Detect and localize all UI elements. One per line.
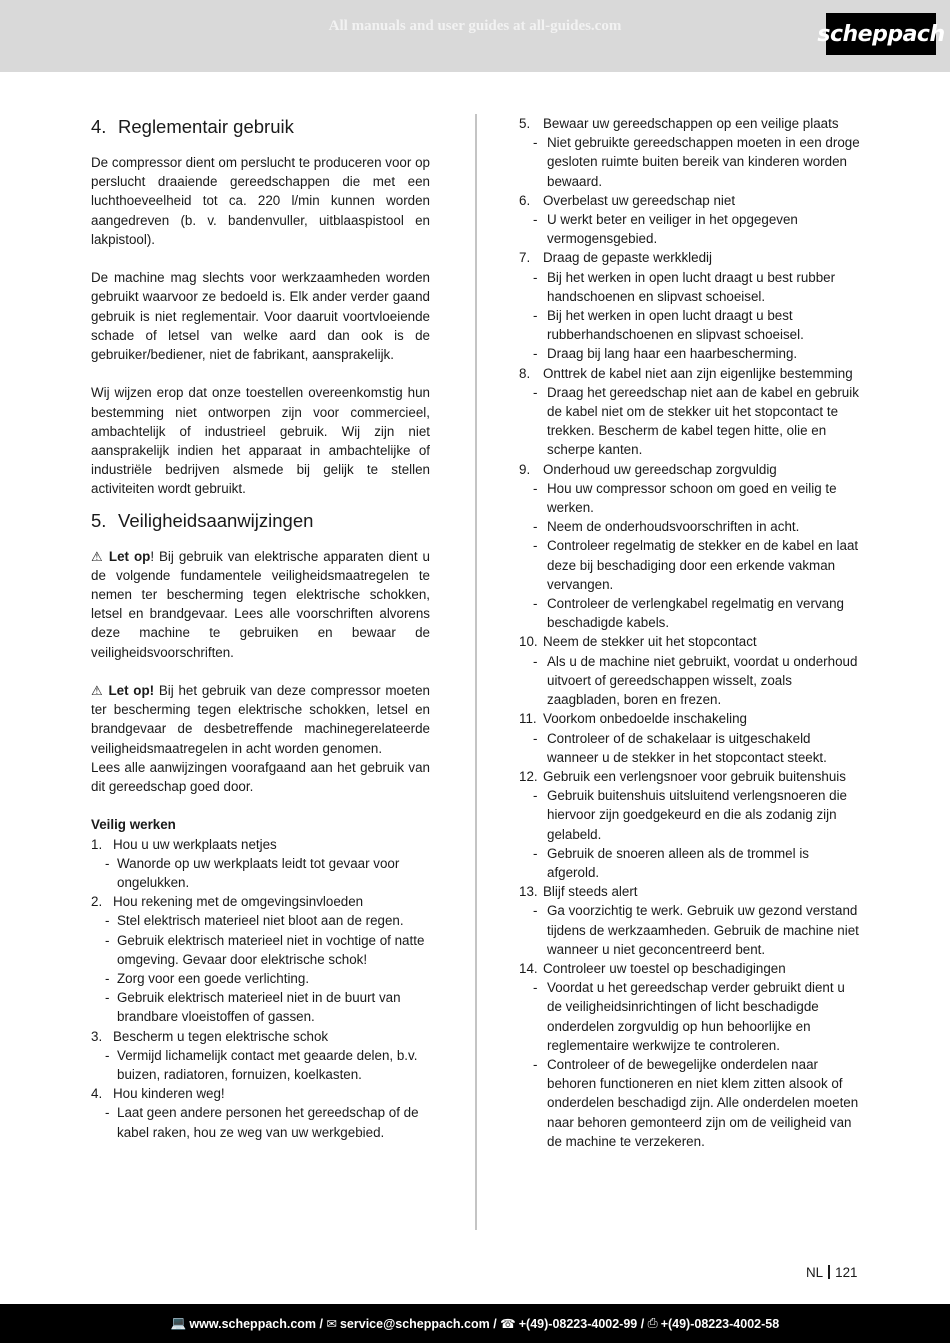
list-bullet: - Controleer of de schakelaar is uitgeschakeld wanneer u de stekker in het stopcontact steekt. bbox=[533, 730, 827, 765]
list-item: 6. Overbelast uw gereedschap niet bbox=[519, 192, 736, 208]
warning-paragraph: ⚠ Let op! Bij het gebruik van deze compressor moeten ter bescherming tegen elektrische schokken, letsel en brandgevaar de desbetreffende machinegerelateerde veiligheidsmaatregelen in acht worden genomen. bbox=[91, 683, 430, 756]
warning-paragraph: ⚠ Let op! Bij gebruik van elektrische apparaten dient u de volgende fundamentele veiligheidsmaatregelen te nemen ter bescherming tegen elektrische schokken, letsel en brandgevaar. Lees alle voorschriften alvorens deze machine te gebruiken en bewaar de veiligheidsvoorschriften. bbox=[91, 548, 431, 660]
safety-list-left bbox=[91, 835, 430, 1142]
list-bullet: - Laat geen andere personen het gereedschap of de kabel raken, hou ze weg van uw werkgebied. bbox=[105, 1105, 419, 1140]
list-bullet: - Bij het werken in open lucht draagt u best rubber handschoenen en slipvast schoeisel. bbox=[533, 269, 836, 304]
fax-icon: ⎙ bbox=[647, 1316, 658, 1330]
list-item: 4. Hou kinderen weg! bbox=[91, 1086, 225, 1102]
paragraph: Wij wijzen erop dat onze toestellen overeenkomstig hun bestemming niet ontworpen zijn voor commercieel, ambachtelijk of industrieel gebruik. Wij zijn niet aansprakelijk indien het apparaat in ambachtelijke of industriële bedrijven alsmede bij gelijk te stellen activiteiten wordt gebruikt. bbox=[91, 385, 430, 497]
computer-icon: 💻 bbox=[170, 1316, 187, 1330]
list-bullet: - Gebruik de snoeren alleen als de trommel is afgerold. bbox=[533, 845, 809, 880]
section-5-heading: 5. Veiligheidsaanwijzingen bbox=[91, 509, 314, 531]
safety-list-right bbox=[519, 114, 861, 1151]
footer-fax: +(49)-08223-4002-58 bbox=[660, 1316, 780, 1331]
list-item: 8. Onttrek de kabel niet aan zijn eigenlijke bestemming bbox=[519, 365, 853, 381]
scheppach-logo: scheppach bbox=[826, 13, 936, 55]
list-item: 2. Hou rekening met de omgevingsinvloeden bbox=[91, 894, 364, 910]
right-column bbox=[519, 114, 861, 1151]
list-bullet: - U werkt beter en veiliger in het opgegeven vermogensgebied. bbox=[533, 212, 798, 247]
list-item: 5. Bewaar uw gereedschappen op een veilige plaats bbox=[519, 116, 839, 131]
list-item: 7. Draag de gepaste werkkledij bbox=[519, 250, 712, 266]
list-bullet: - Gebruik elektrisch materieel niet in de buurt van brandbare vloeistoffen of gassen. bbox=[105, 990, 401, 1025]
list-item: 11. Voorkom onbedoelde inschakeling bbox=[519, 711, 747, 727]
list-bullet: - Stel elektrisch materieel niet bloot aan de regen. bbox=[105, 913, 404, 929]
list-item: 14. Controleer uw toestel op beschadigingen bbox=[519, 960, 786, 976]
list-item: 1. Hou u uw werkplaats netjes bbox=[91, 836, 277, 852]
list-bullet: - Controleer de verlengkabel regelmatig en vervang beschadigde kabels. bbox=[533, 596, 845, 631]
list-bullet: - Draag bij lang haar een haarbescherming. bbox=[533, 346, 798, 362]
list-bullet: - Gebruik buitenshuis uitsluitend verlengsnoeren die hiervoor zijn goedgekeurd en die als zodanig zijn gelabeld. bbox=[533, 788, 847, 842]
phone-icon: ☎ bbox=[500, 1317, 516, 1331]
list-bullet: - Wanorde op uw werkplaats leidt tot gevaar voor ongelukken. bbox=[105, 855, 400, 891]
subheading-veilig-werken: Veilig werken bbox=[91, 817, 176, 833]
footer-email-link[interactable]: service@scheppach.com / bbox=[339, 1316, 497, 1331]
separator bbox=[828, 1265, 830, 1279]
paragraph: De compressor dient om perslucht te produceren voor op perslucht draaiende gereedschappen die met een luchthoeveelheid tot ca. 220 l/min kunnen worden aangedreven (b. v. bandenvuller, uitblaaspistool en lakpistool). bbox=[91, 155, 430, 247]
list-bullet: - Niet gebruikte gereedschappen moeten in een droge gesloten ruimte buiten bereik van kinderen worden bewaard. bbox=[533, 135, 860, 189]
list-bullet: - Bij het werken in open lucht draagt u best rubberhandschoenen en slipvast schoeisel. bbox=[533, 308, 804, 343]
list-bullet: - Ga voorzichtig te werk. Gebruik uw gezond verstand tijdens de werkzaamheden. Gebruik de machine niet wanneer u niet geconcentreerd bent. bbox=[533, 903, 859, 957]
watermark-text[interactable]: All manuals and user guides at all-guides.com bbox=[328, 18, 622, 34]
list-item: 12. Gebruik een verlengsnoer voor gebruik buitenshuis bbox=[519, 768, 846, 784]
left-column bbox=[91, 114, 430, 1142]
list-bullet: - Controleer of de bewegelijke onderdelen naar behoren functioneren en niet klem zitten alsook of onderdelen beschadigd zijn. Alle onderdelen moeten naar behoren gemonteerd zijn om de veiligheid van de machine te verzekeren. bbox=[533, 1056, 859, 1149]
list-bullet: - Als u de machine niet gebruikt, voordat u onderhoud uitvoert of gereedschappen wisselt, zoals zaagbladen, boren en frezen. bbox=[533, 653, 858, 708]
list-bullet: - Voordat u het gereedschap verder gebruikt dient u de veiligheidsinrichtingen of licht beschadigde onderdelen zorgvuldig op hun behoorlijke en reglementaire werkwijze te controleren. bbox=[533, 980, 845, 1053]
paragraph: De machine mag slechts voor werkzaamheden worden gebruikt waarvoor ze bedoeld is. Elk ander verder gaand gebruik is niet reglementair. Voor daaruit voortvloeiende schade of letsel van welke aard dan ook is de gebruiker/bediener, niet de fabrikant, aansprakelijk. bbox=[91, 270, 430, 363]
list-bullet: - Controleer regelmatig de stekker en de kabel en laat deze bij beschadiging door een erkende vakman vervangen. bbox=[533, 538, 859, 592]
list-bullet: - Vermijd lichamelijk contact met geaarde delen, b.v. buizen, radiatoren, fornuizen, koelkasten. bbox=[105, 1047, 418, 1083]
warning-triangle-icon: ⚠ bbox=[91, 548, 104, 564]
list-item: 13. Blijf steeds alert bbox=[519, 884, 638, 900]
list-bullet: - Hou uw compressor schoon om goed en veilig te werken. bbox=[533, 480, 837, 516]
mail-icon: ✉ bbox=[326, 1317, 337, 1331]
list-item: 3. Bescherm u tegen elektrische schok bbox=[91, 1028, 329, 1044]
list-bullet: - Neem de onderhoudsvoorschriften in acht. bbox=[533, 519, 800, 535]
column-divider bbox=[475, 114, 477, 1230]
list-bullet: - Zorg voor een goede verlichting. bbox=[105, 971, 310, 987]
warning-triangle-icon: ⚠ bbox=[91, 683, 104, 699]
list-item: 10. Neem de stekker uit het stopcontact bbox=[519, 634, 757, 650]
footer-website-link[interactable]: www.scheppach.com / bbox=[189, 1316, 323, 1331]
page-number: NL 121 bbox=[806, 1265, 858, 1280]
footer-phone: +(49)-08223-4002-99 / bbox=[518, 1316, 645, 1331]
list-item: 9. Onderhoud uw gereedschap zorgvuldig bbox=[519, 461, 777, 477]
footer-bar bbox=[0, 1304, 950, 1343]
top-bar bbox=[0, 0, 950, 72]
paragraph: Lees alle aanwijzingen voorafgaand aan het gebruik van dit gereedschap goed door. bbox=[91, 759, 430, 795]
list-bullet: - Draag het gereedschap niet aan de kabel en gebruik de kabel niet om de stekker uit het stopcontact te trekken. Bescherm de kabel tegen hitte, olie en scherpe kanten. bbox=[533, 384, 859, 458]
list-bullet: - Gebruik elektrisch materieel niet in vochtige of natte omgeving. Gevaar door elektrische schok! bbox=[105, 932, 425, 967]
section-4-heading: 4. Reglementair gebruik bbox=[91, 116, 294, 137]
